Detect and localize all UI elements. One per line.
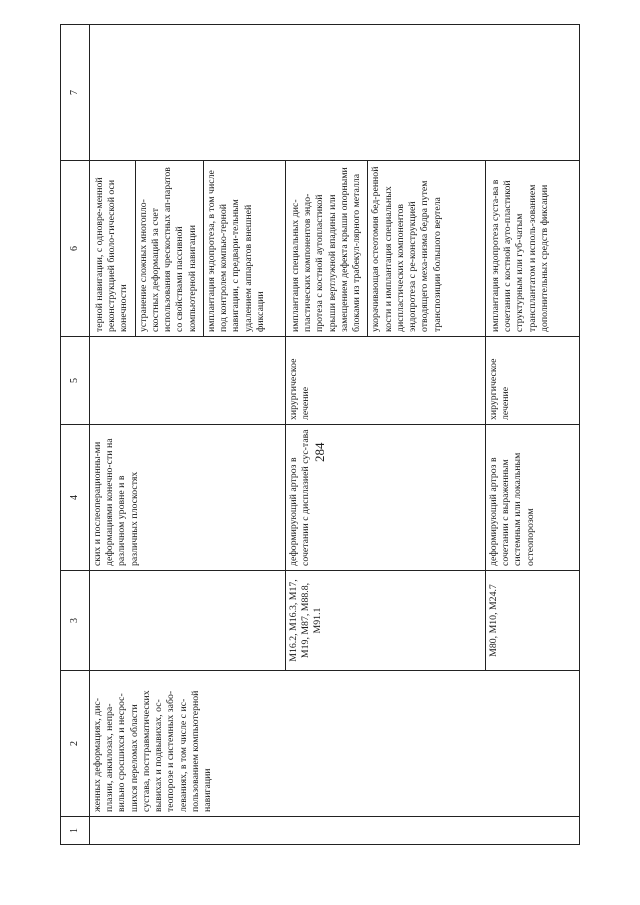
cell-col-5: [90, 337, 286, 425]
method-text: имплантация эндопротеза, в том числе под контролем компью-терной навигации, с предвари-тельным удалением аппаратов внешней фиксации: [205, 170, 266, 332]
header-col-1: 1: [61, 817, 90, 845]
method-text: имплантация эндопротеза суста-ва в сочетании с костной ауто-пластикой структурным или губ-чатым трансплантатом и исполь-зованием дополнительных средств фиксации: [490, 179, 550, 332]
table-row: [90, 25, 286, 845]
header-col-2: 2: [61, 671, 90, 817]
cell-col-7: [90, 25, 580, 161]
cell-col-4: ских и послеоперационны-ми деформациями конечно-сти на различном уровне и в различных плоскостях: [90, 425, 286, 571]
cell-col-5: хирургическое лечение: [486, 337, 580, 425]
header-col-6: 6: [61, 161, 90, 337]
method-text: укорачивающая остеотомия бед-ренной кости и имплантация специальных диспластических компонентов эндопротеза с ре-конструкцией отводящего меха-низма бедра путем транспозиции большого вертела: [370, 166, 443, 332]
header-col-7: 7: [61, 25, 90, 161]
rotated-table-area: [60, 25, 580, 845]
header-col-4: 4: [61, 425, 90, 571]
header-col-5: 5: [61, 337, 90, 425]
cell-col-2: женных деформациях, дис-плазии, анкилозах, непра-вильно сросшихся и несрос-шихся переломах области сустава, посттравматических вывихах и подвывихах, ос-теопорозе и системных забо-леваниях, в том числе с ис-пользованием компьютерной навигации: [90, 671, 580, 817]
cell-col-6: [90, 161, 286, 337]
table-header-row: [61, 25, 90, 845]
method-text: имплантация специальных дис-пластических компонентов эндо-протеза с костной аутопластикой крыши вертлужной впадины или замещением дефекта крыши опорными блоками из трабекул-лярного металла: [288, 161, 368, 336]
cell-col-3: M16.2, M16.3, M17, M19, M87, M88.8, M91.1: [286, 571, 486, 671]
method-text: терной навигации, с одновре-менной реконструкцией биоло-гической оси конечности: [92, 161, 136, 336]
method-text: устранение сложных многопло-скостных деформаций за счет использования чрескостных ап-паратов со свойствами пассивной компьютерной навигации: [136, 161, 204, 336]
cell-col-6: [486, 161, 580, 337]
cell-col-4: деформирующий артроз в сочетании с выраженным системным или локальным остеопорозом: [486, 425, 580, 571]
cell-col-3: [90, 571, 286, 671]
page-number: 284: [312, 442, 327, 462]
cell-col-6: [286, 161, 486, 337]
cell-col-3: M80, M10, M24.7: [486, 571, 580, 671]
procedures-table: [60, 24, 580, 845]
cell-col-1: [90, 817, 580, 845]
cell-col-5: хирургическое лечение: [286, 337, 486, 425]
cell-col-4: деформирующий артроз в сочетании с дисплазией сус-тава: [286, 425, 486, 571]
header-col-3: 3: [61, 571, 90, 671]
